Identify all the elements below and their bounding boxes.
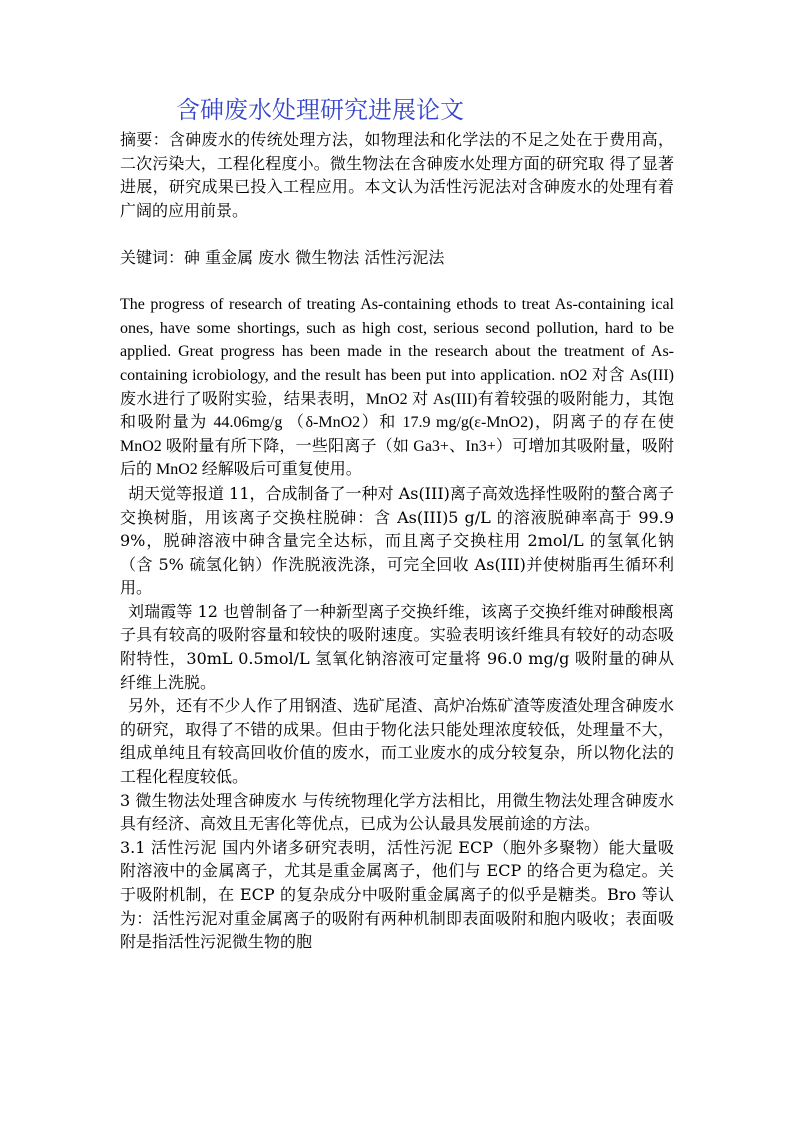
english-abstract-paragraph: The progress of research of treating As-containing ethods to treat As-containing ical ones, have some shortings, such as high cost, serious second pollution, hard to be applied. Great progress has been made in the research about the treatment of As-containing icrobiology, and the result has been put into application. nO2 对含 As(III)废水进行了吸附实验，结果表明，MnO2 对 As(III)有着较强的吸附能力，其饱和吸附量为 44.06mg/g （δ-MnO2）和 17.9 mg/g(ε-MnO2)，阴离子的存在使 MnO2 吸附量有所下降，一些阳离子（如 Ga3+、In3+）可增加其吸附量，吸附后的 MnO2 经解吸后可重复使用。 <box>120 296 674 479</box>
document-title: 含砷废水处理研究进展论文 <box>176 96 464 124</box>
paragraph-spacer <box>120 270 674 294</box>
section-3-1-paragraph: 3.1 活性污泥 国内外诸多研究表明，活性污泥 ECP（胞外多聚物）能大量吸附溶液中的金属离子，尤其是重金属离子，他们与 ECP 的络合更为稳定。关于吸附机制，在 ECP 的复杂成分中吸附重金属离子的似乎是糖类。Bro 等认为：活性污泥对重金属离子的吸附有两种机制即表面吸附和胞内吸收；表面吸附是指活性污泥微生物的胞 <box>120 837 674 952</box>
liu-paragraph: 刘瑞霞等 12 也曾制备了一种新型离子交换纤维，该离子交换纤维对砷酸根离子具有较高的吸附容量和较快的吸附速度。实验表明该纤维具有较好的动态吸附特性，30mL 0.5mol/L 氢氧化钠溶液可定量将 96.0 mg/g 吸附量的砷从纤维上洗脱。 <box>120 601 674 692</box>
abstract-paragraph: 摘要：含砷废水的传统处理方法，如物理法和化学法的不足之处在于费用高，二次污染大，工程化程度小。微生物法在含砷废水处理方面的研究取 得了显著进展，研究成果已投入工程应用。本文认为活性污泥法对含砷废水的处理有着广阔的应用前景。 <box>120 130 674 220</box>
document-page <box>120 92 674 954</box>
keywords-paragraph: 关键词：砷 重金属 废水 微生物法 活性污泥法 <box>120 247 445 267</box>
other-methods-paragraph: 另外，还有不少人作了用钢渣、选矿尾渣、高炉冶炼矿渣等废渣处理含砷废水的研究，取得了不错的成果。但由于物化法只能处理浓度较低，处理量不大，组成单纯且有较高回收价值的废水，而工业废水的成分较复杂，所以物化法的工程化程度较低。 <box>120 696 674 787</box>
hu-paragraph: 胡天觉等报道 11，合成制备了一种对 As(III)离子高效选择性吸附的螯合离子交换树脂，用该离子交换柱脱砷：含 As(III)5 g/L 的溶液脱砷率高于 99.99%，脱砷溶液中砷含量完全达标，而且离子交换柱用 2mol/L 的氢氧化钠（含 5% 硫氢化钠）作洗脱液洗涤，可完全回收 As(III)并使树脂再生循环利用。 <box>120 483 674 598</box>
paragraph-spacer <box>120 222 674 246</box>
section-3-paragraph: 3 微生物法处理含砷废水 与传统物理化学方法相比，用微生物法处理含砷废水具有经济、高效且无害化等优点，已成为公认最具发展前途的方法。 <box>120 790 674 834</box>
